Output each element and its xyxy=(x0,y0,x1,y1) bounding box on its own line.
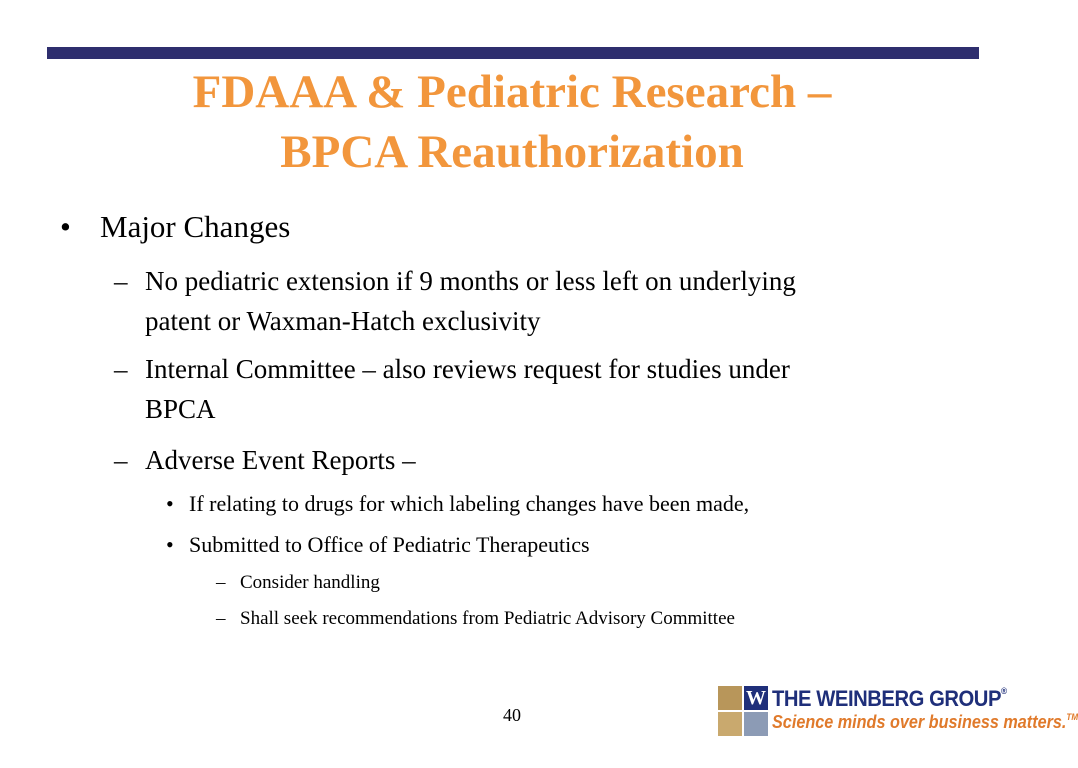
sub3-item-2-sub-2: Shall seek recommendations from Pediatric Advisory Committee xyxy=(240,608,735,629)
title-line-2: BPCA Reauthorization xyxy=(280,126,744,178)
logo-tile xyxy=(744,686,768,710)
logo-name xyxy=(772,686,1007,712)
logo-tile xyxy=(718,686,742,710)
logo-letter: W xyxy=(746,687,766,709)
title-line-1: FDAAA & Pediatric Research – xyxy=(192,66,832,118)
sub3-item-1: If relating to drugs for which labeling changes have been made, xyxy=(189,491,750,516)
sub-bullet-2-line-1: Internal Committee – also reviews request for studies under xyxy=(145,354,790,384)
sub-bullet-3: Adverse Event Reports – xyxy=(145,445,416,475)
sub-bullet-1-line-1: No pediatric extension if 9 months or less left on underlying xyxy=(145,266,796,296)
sub3-item-2: Submitted to Office of Pediatric Therapeutics xyxy=(189,532,590,557)
page-number: 40 xyxy=(503,705,521,725)
dash-marker: – xyxy=(114,266,128,296)
logo-tile xyxy=(744,712,768,736)
dash-marker: – xyxy=(114,445,128,475)
bullet-marker: • xyxy=(166,532,174,557)
logo-tiles-icon xyxy=(718,686,768,736)
bullet-major-changes: Major Changes xyxy=(100,209,291,244)
dash-marker: – xyxy=(216,572,226,593)
registered-mark: ® xyxy=(1000,686,1007,696)
trademark-mark: TM xyxy=(1066,712,1078,722)
dash-marker: – xyxy=(114,354,128,384)
dash-marker: – xyxy=(216,608,226,629)
logo-tagline xyxy=(772,712,1078,733)
sub3-item-2-sub-1: Consider handling xyxy=(240,572,380,593)
bullet-marker: • xyxy=(166,491,174,516)
logo-tile xyxy=(718,712,742,736)
logo-tagline-text: Science minds over business matters. xyxy=(772,712,1067,732)
weinberg-group-logo xyxy=(718,686,1078,736)
logo-name-text: THE WEINBERG GROUP xyxy=(772,686,1001,711)
sub-bullet-2-line-2: BPCA xyxy=(145,394,216,424)
bullet-marker: • xyxy=(60,209,71,244)
sub-bullet-1-line-2: patent or Waxman-Hatch exclusivity xyxy=(145,306,541,336)
